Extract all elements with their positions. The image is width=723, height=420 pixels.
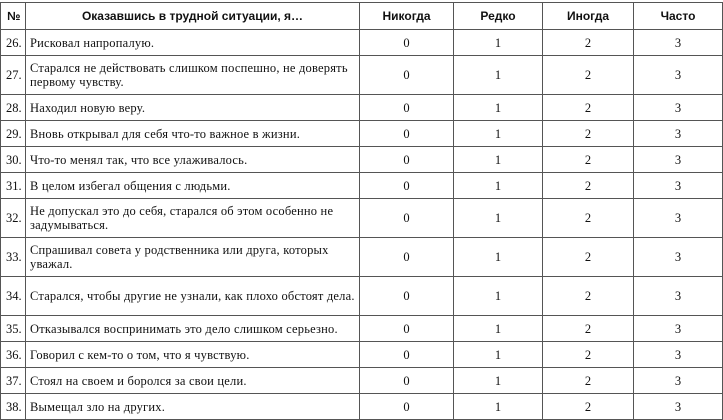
score-often[interactable]: 3 — [634, 368, 723, 394]
score-never[interactable]: 0 — [360, 173, 454, 199]
table-row — [1, 238, 723, 277]
score-sometimes[interactable]: 2 — [543, 394, 634, 420]
table-row — [1, 199, 723, 238]
score-rarely[interactable]: 1 — [454, 238, 543, 277]
statement-text: В целом избегал общения с людьми. — [26, 173, 360, 199]
header-never: Никогда — [360, 3, 454, 30]
row-number: 37. — [1, 368, 26, 394]
score-never[interactable]: 0 — [360, 95, 454, 121]
row-number: 27. — [1, 56, 26, 95]
score-sometimes[interactable]: 2 — [543, 121, 634, 147]
table-row — [1, 368, 723, 394]
row-number: 28. — [1, 95, 26, 121]
table-row — [1, 173, 723, 199]
score-often[interactable]: 3 — [634, 238, 723, 277]
row-number: 26. — [1, 30, 26, 56]
statement-text: Спрашивал совета у родственника или друга, которых уважал. — [26, 238, 360, 277]
row-number: 34. — [1, 277, 26, 316]
score-sometimes[interactable]: 2 — [543, 173, 634, 199]
score-rarely[interactable]: 1 — [454, 368, 543, 394]
statement-text: Старался не действовать слишком поспешно, не доверять первому чувству. — [26, 56, 360, 95]
score-often[interactable]: 3 — [634, 394, 723, 420]
score-never[interactable]: 0 — [360, 238, 454, 277]
coping-questionnaire-table — [0, 2, 723, 420]
table-row — [1, 95, 723, 121]
statement-text: Находил новую веру. — [26, 95, 360, 121]
statement-text: Говорил с кем-то о том, что я чувствую. — [26, 342, 360, 368]
score-sometimes[interactable]: 2 — [543, 316, 634, 342]
statement-text: Вымещал зло на других. — [26, 394, 360, 420]
score-sometimes[interactable]: 2 — [543, 30, 634, 56]
statement-text: Вновь открывал для себя что-то важное в жизни. — [26, 121, 360, 147]
score-rarely[interactable]: 1 — [454, 342, 543, 368]
table-row — [1, 316, 723, 342]
score-never[interactable]: 0 — [360, 277, 454, 316]
statement-text: Что-то менял так, что все улаживалось. — [26, 147, 360, 173]
score-often[interactable]: 3 — [634, 56, 723, 95]
score-often[interactable]: 3 — [634, 277, 723, 316]
score-never[interactable]: 0 — [360, 394, 454, 420]
header-sometimes: Иногда — [543, 3, 634, 30]
score-rarely[interactable]: 1 — [454, 316, 543, 342]
table-row — [1, 147, 723, 173]
score-never[interactable]: 0 — [360, 342, 454, 368]
row-number: 30. — [1, 147, 26, 173]
score-sometimes[interactable]: 2 — [543, 199, 634, 238]
score-never[interactable]: 0 — [360, 56, 454, 95]
score-never[interactable]: 0 — [360, 368, 454, 394]
score-often[interactable]: 3 — [634, 199, 723, 238]
row-number: 32. — [1, 199, 26, 238]
score-never[interactable]: 0 — [360, 147, 454, 173]
score-often[interactable]: 3 — [634, 316, 723, 342]
row-number: 33. — [1, 238, 26, 277]
row-number: 36. — [1, 342, 26, 368]
score-sometimes[interactable]: 2 — [543, 56, 634, 95]
table-row — [1, 30, 723, 56]
score-sometimes[interactable]: 2 — [543, 147, 634, 173]
table-row — [1, 121, 723, 147]
row-number: 31. — [1, 173, 26, 199]
statement-text: Старался, чтобы другие не узнали, как плохо обстоят дела. — [26, 277, 360, 316]
score-often[interactable]: 3 — [634, 121, 723, 147]
score-never[interactable]: 0 — [360, 30, 454, 56]
score-never[interactable]: 0 — [360, 199, 454, 238]
statement-text: Рисковал напропалую. — [26, 30, 360, 56]
statement-text: Не допускал это до себя, старался об этом особенно не задумываться. — [26, 199, 360, 238]
score-never[interactable]: 0 — [360, 316, 454, 342]
table-header-row — [1, 3, 723, 30]
statement-text: Стоял на своем и боролся за свои цели. — [26, 368, 360, 394]
header-rarely: Редко — [454, 3, 543, 30]
table-row — [1, 56, 723, 95]
table-row — [1, 342, 723, 368]
row-number: 35. — [1, 316, 26, 342]
score-often[interactable]: 3 — [634, 342, 723, 368]
score-often[interactable]: 3 — [634, 147, 723, 173]
score-often[interactable]: 3 — [634, 95, 723, 121]
score-sometimes[interactable]: 2 — [543, 342, 634, 368]
score-rarely[interactable]: 1 — [454, 30, 543, 56]
statement-text: Отказывался воспринимать это дело слишком серьезно. — [26, 316, 360, 342]
score-sometimes[interactable]: 2 — [543, 277, 634, 316]
header-often: Часто — [634, 3, 723, 30]
score-rarely[interactable]: 1 — [454, 147, 543, 173]
header-statement: Оказавшись в трудной ситуации, я… — [26, 3, 360, 30]
score-sometimes[interactable]: 2 — [543, 368, 634, 394]
score-sometimes[interactable]: 2 — [543, 95, 634, 121]
header-number: № — [1, 3, 26, 30]
score-rarely[interactable]: 1 — [454, 199, 543, 238]
row-number: 29. — [1, 121, 26, 147]
score-sometimes[interactable]: 2 — [543, 238, 634, 277]
score-rarely[interactable]: 1 — [454, 56, 543, 95]
table-row — [1, 394, 723, 420]
score-rarely[interactable]: 1 — [454, 173, 543, 199]
score-rarely[interactable]: 1 — [454, 121, 543, 147]
score-rarely[interactable]: 1 — [454, 95, 543, 121]
score-rarely[interactable]: 1 — [454, 277, 543, 316]
score-often[interactable]: 3 — [634, 173, 723, 199]
row-number: 38. — [1, 394, 26, 420]
score-often[interactable]: 3 — [634, 30, 723, 56]
score-never[interactable]: 0 — [360, 121, 454, 147]
score-rarely[interactable]: 1 — [454, 394, 543, 420]
table-row — [1, 277, 723, 316]
